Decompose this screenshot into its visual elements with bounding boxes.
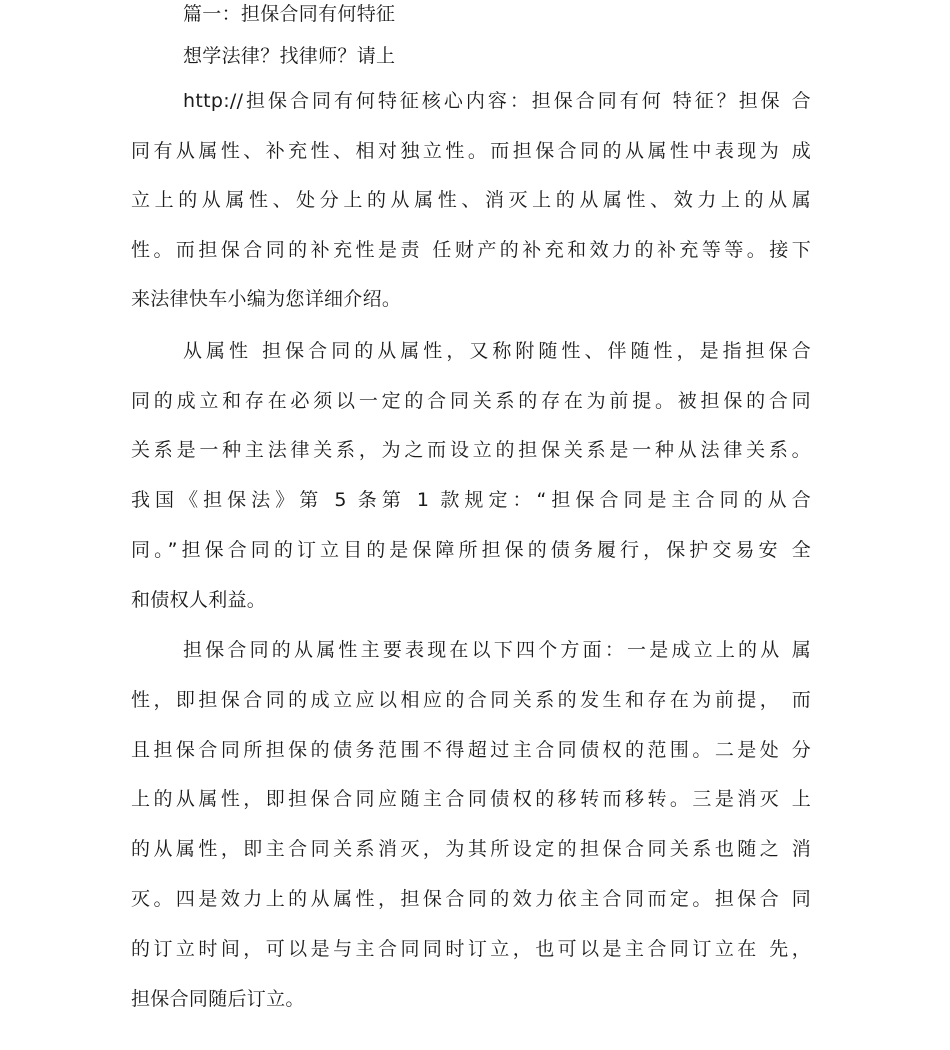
paragraph-1-line-2: 同有从属性、补充性、相对独立性。而担保合同的从属性中表现为 成 bbox=[131, 140, 811, 162]
paragraph-3-line-8: 担保合同随后订立。 bbox=[131, 988, 305, 1010]
subheading: 想学法律？找律师？请上 bbox=[183, 45, 396, 67]
paragraph-3-line-4: 上的从属性，即担保合同应随主合同债权的移转而移转。三是消灭 上 bbox=[131, 788, 811, 810]
paragraph-3-line-5: 的从属性，即主合同关系消灭，为其所设定的担保合同关系也随之 消 bbox=[131, 838, 811, 860]
paragraph-2-line-5: 同。”担保合同的订立目的是保障所担保的债务履行，保护交易安 全 bbox=[131, 539, 811, 561]
paragraph-3-line-3: 且担保合同所担保的债务范围不得超过主合同债权的范围。二是处 分 bbox=[131, 739, 811, 761]
paragraph-3-line-7: 的订立时间，可以是与主合同同时订立，也可以是主合同订立在 先， bbox=[131, 938, 811, 960]
paragraph-1-line-5: 来法律快车小编为您详细介绍。 bbox=[131, 288, 402, 310]
paragraph-3-line-6: 灭。四是效力上的从属性，担保合同的效力依主合同而定。担保合 同 bbox=[131, 888, 811, 910]
paragraph-2-line-3: 关系是一种主法律关系，为之而设立的担保关系是一种从法律关系。 bbox=[131, 439, 811, 461]
paragraph-1-line-3: 立上的从属性、处分上的从属性、消灭上的从属性、效力上的从属 bbox=[131, 189, 811, 211]
heading: 篇一：担保合同有何特征 bbox=[183, 3, 396, 25]
paragraph-3-line-2: 性，即担保合同的成立应以相应的合同关系的发生和存在为前提， 而 bbox=[131, 689, 811, 711]
paragraph-1-line-1: http://担保合同有何特征核心内容：担保合同有何 特征？担保 合 bbox=[183, 90, 811, 112]
paragraph-2-line-1: 从属性 担保合同的从属性，又称附随性、伴随性，是指担保合 bbox=[183, 340, 811, 362]
paragraph-3-line-1: 担保合同的从属性主要表现在以下四个方面：一是成立上的从 属 bbox=[183, 639, 811, 661]
paragraph-1-line-4: 性。而担保合同的补充性是责 任财产的补充和效力的补充等等。接下 bbox=[131, 239, 811, 261]
paragraph-2-line-6: 和债权人利益。 bbox=[131, 589, 267, 611]
paragraph-2-line-2: 同的成立和存在必须以一定的合同关系的存在为前提。被担保的合同 bbox=[131, 390, 811, 412]
paragraph-2-line-4: 我国《担保法》第 5 条第 1 款规定：“担保合同是主合同的从合 bbox=[131, 489, 811, 511]
